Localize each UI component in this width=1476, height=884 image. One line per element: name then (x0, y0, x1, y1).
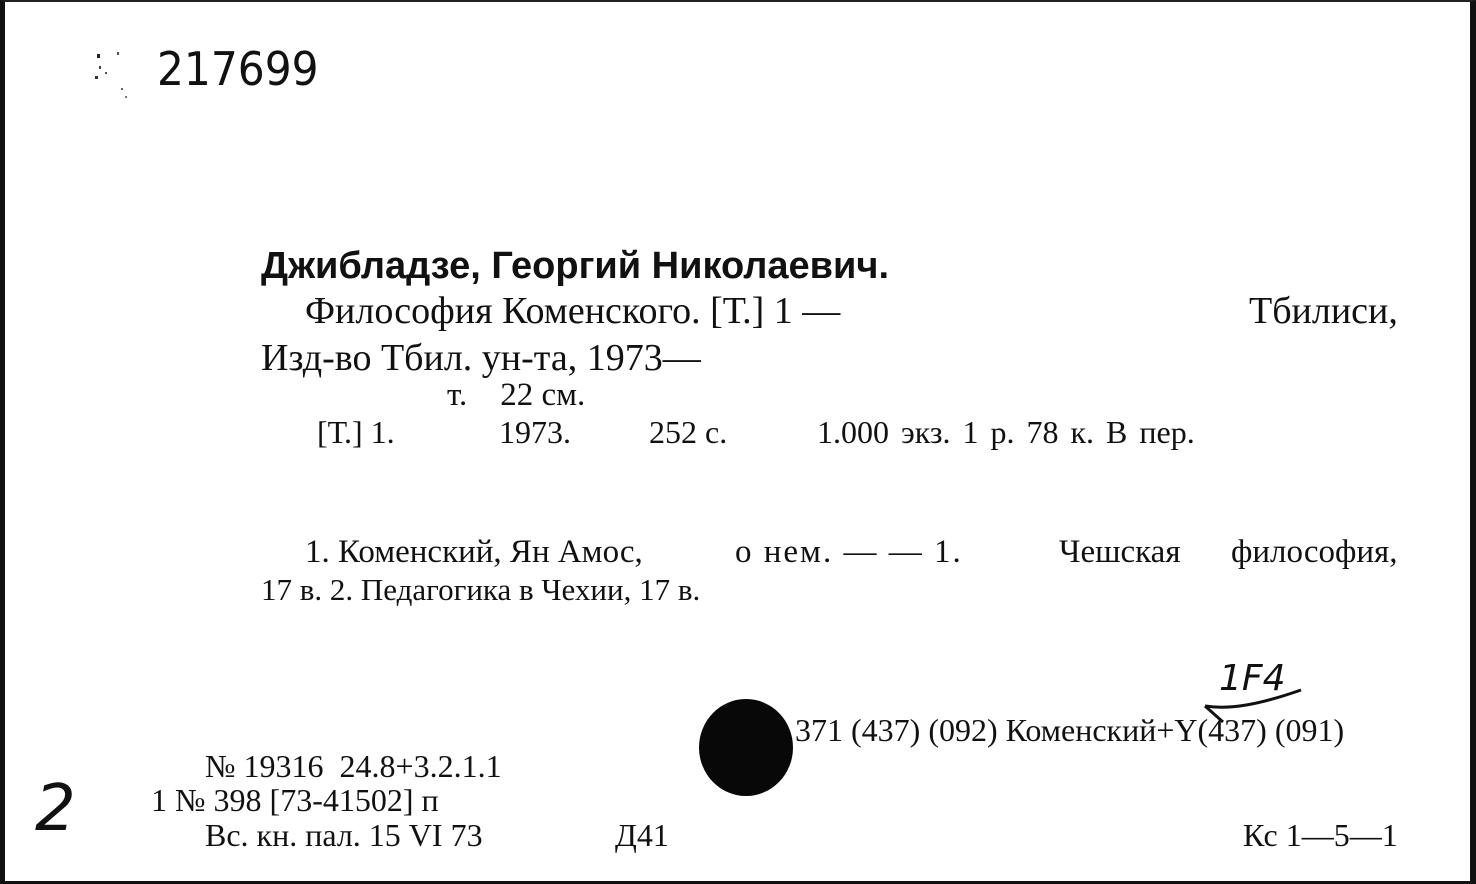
chamber-code: Кс 1—5—1 (1243, 817, 1398, 853)
title-line: Философия Коменского. [Т.] 1 — (305, 290, 841, 332)
volume-number: [Т.] 1. (317, 414, 395, 450)
inventory-number: 217699 (157, 42, 319, 96)
subject-line-2: 17 в. 2. Педагогика в Чехии, 17 в. (261, 572, 701, 607)
subject-line-1-c: Чешская (1059, 534, 1181, 570)
stamp-speckle-icon (91, 48, 139, 104)
subject-line-1-d: философия, (1231, 534, 1398, 570)
registry-received: Вс. кн. пал. 15 VI 73 (205, 817, 483, 853)
volume-pages: 252 с. (649, 414, 728, 450)
registry-number: № 19316 24.8+3.2.1.1 (205, 748, 502, 784)
publisher-line: Изд-во Тбил. ун-та, 1973— (261, 337, 701, 379)
registry-code: Д41 (615, 817, 669, 853)
author-heading: Джибладзе, Георгий Николаевич. (261, 245, 890, 287)
place-of-publication: Тбилиси, (1249, 290, 1398, 332)
volumes-size: т. 22 см. (447, 377, 586, 413)
punched-hole (699, 699, 793, 796)
volume-year: 1973. (499, 414, 571, 450)
classification-index: 371 (437) (092) Коменский+Y(437) (091) (795, 712, 1345, 748)
handwritten-code: 1F4 (1219, 658, 1286, 699)
subject-line-1-b: о нем. — — 1. (735, 534, 963, 570)
print-run-price: 1.000 экз. 1 р. 78 к. В пер. (817, 414, 1195, 450)
handwritten-copy-count: 2 (35, 772, 76, 846)
registry-order: 1 № 398 [73-41502] п (151, 782, 439, 818)
subject-line-1-a: 1. Коменский, Ян Амос, (305, 534, 643, 570)
